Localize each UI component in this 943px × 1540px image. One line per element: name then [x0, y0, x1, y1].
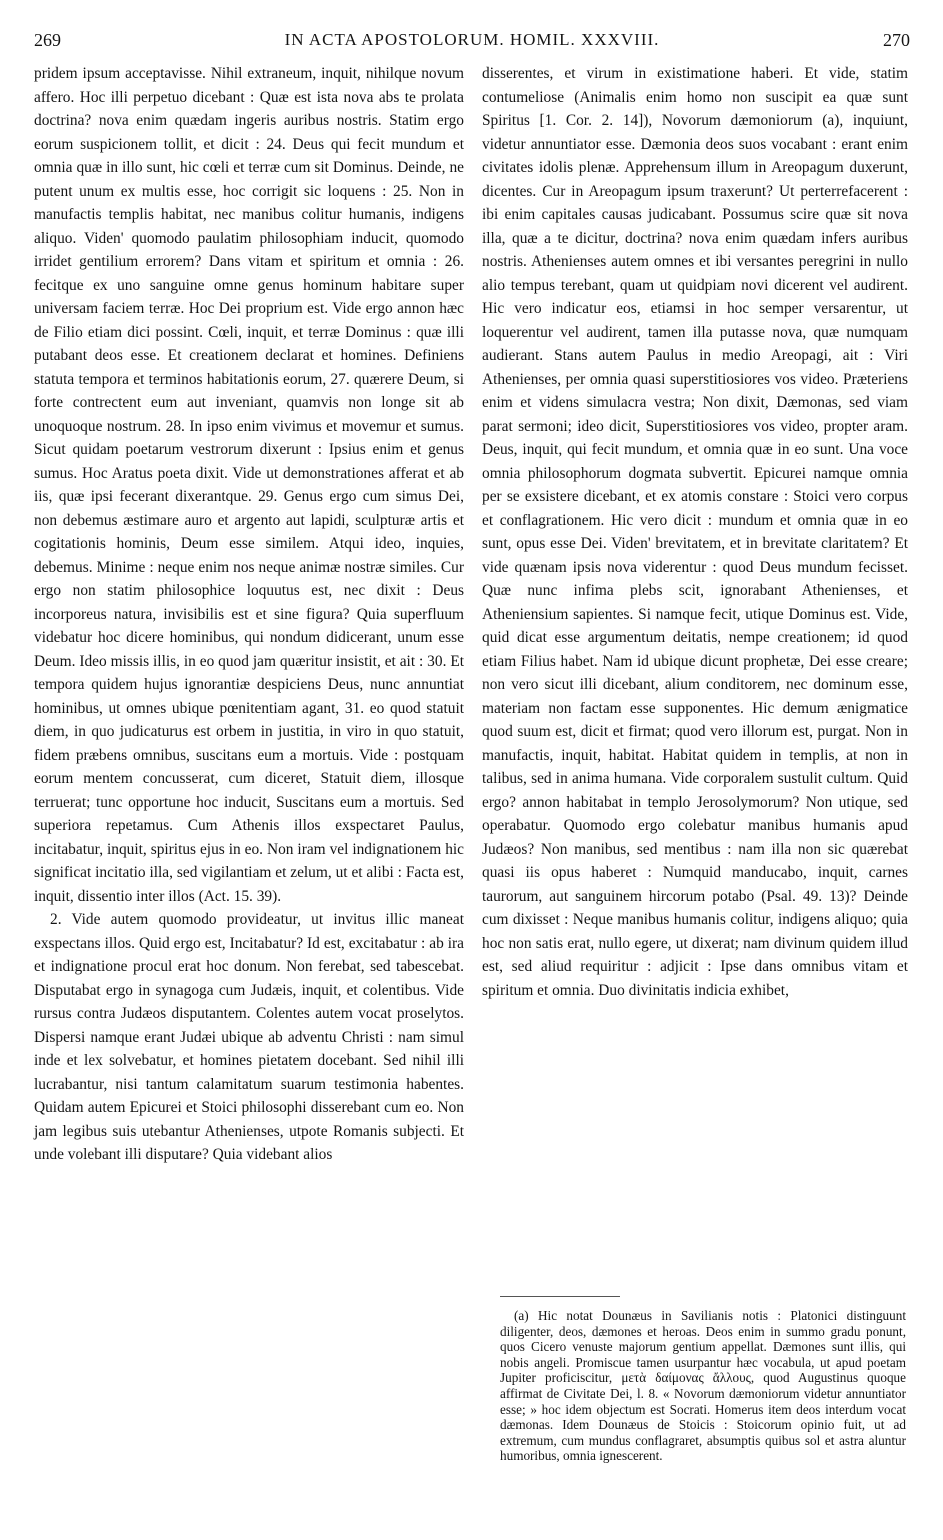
page-number-left: 269	[34, 30, 61, 50]
running-title: IN ACTA APOSTOLORUM. HOMIL. XXXVIII.	[284, 30, 660, 49]
right-column	[482, 62, 908, 1002]
right-paragraph-1: disserentes, et virum in existimatione haberi. Et vide, statim contumeliose (Animalis enim homo non suscipit ea quæ sunt Spiritus [1. Cor. 2. 14]), Novorum dæmoniorum (a), inquiunt, videtur annuntiator esse. Dæmonia deos suos vocabant : erant enim civitates idolis plenæ. Apprehensum illum in Areopagum duxerunt, dicentes. Cur in Areopagum ipsum traxerunt? Ut perterrefacerent : ibi enim capitales causas judicabant. Possumus scire quæ sit nova illa, quæ a te dicitur, doctrina? nova enim quædam infers auribus nostris. Athenienses autem omnes et ibi versantes peregrini in nullo alio tempus terebant, quam ut quidpiam novi dicerent vel audirent. Hic vero indicatur eos, etiamsi in hoc semper versarentur, ut loquerentur vel audirent, tamen illa putasse nova, quæ numquam audierant. Stans autem Paulus in medio Areopagi, ait : Viri Athenienses, per omnia quasi superstitiosiores vos video. Præteriens enim et videns simulacra vestra; Non dixit, Dæmonas, sed viam parat sermoni; ideo dicit, Superstitiosiores vos video, propter aram. Deus, inquit, qui fecit mundum, et omnia quæ in eo sunt. Una voce omnia philosophorum dogmata subvertit. Epicurei namque omnia per se exsistere dicebant, et ex atomis constare : Stoici vero corpus et conflagrationem. Hic vero dicit : mundum et omnia quæ in eo sunt, opus esse Dei. Viden' brevitatem, et in brevitate claritatem? Et vide quænam ipsis nova viderentur : quod Deus mundum fecisset. Quæ nunc infima plebs scit, ignorabant Athenienses, et Atheniensium sapientes. Si namque fecit, utique Dominus est. Vide, quid dicat esse argumentum deitatis, nempe creationem; id quod etiam Filius habet. Nam id ubique dicunt prophetæ, Dei esse creare; non vero sicut illi dicebant, alium conditorem, nec dominum esse, materiam non factam esse supponentes. Hic demum ænigmatice quod suum est, dicit et firmat; quod vero illorum est, purgat. Non in manufactis, inquit, habitat. Habitat quidem in templis, at non in talibus, sed in anima humana. Vide corporalem sustulit cultum. Quid ergo? annon habitabat in templo Jerosolymorum? Non utique, sed operabatur. Quomodo ergo colebatur manibus humanis apud Judæos? Non manibus, sed mentibus : nam illa non sic quærebat quasi iis opus haberet : Numquid manducabo, inquit, carnes taurorum, aut sanguinem hircorum potabo (Psal. 49. 13)? Deinde cum dixisset : Neque manibus humanis colitur, indigens aliquo; quia hoc non satis erat, nullo egere, ut dixerat; nam divinum quidem illud est, sed aliud requiritur : adjicit : Ipse dans omnibus vitam et spiritum et omnia. Duo divinitatis indicia exhibet,	[482, 65, 908, 999]
left-paragraph-2: 2. Vide autem quomodo provideatur, ut invitus illic maneat exspectans illos. Quid ergo est, Incitabatur? Id est, excitabatur : ab ira et indignatione procul erat hoc donum. Non ferebat, sed tabescebat. Disputabat ergo in synagoga cum Judæis, inquit, et colentibus. Vide rursus contra Judæos disputantem. Colentes autem vocat proselytos. Dispersi namque erant Judæi ubique ab adventu Christi : nam simul inde et lex solvebatur, et homines pietatem docebant. Sed nihil illi lucrabantur, nisi tantum calamitatum suarum testimonia habentes. Quidam autem Epicurei et Stoici philosophi disserebant cum eo. Non jam legibus suis utebantur Athenienses, utpote Romanis subjecti. Et unde volebant illi disputare? Quia videbant alios	[34, 911, 464, 1163]
page-number-right: 270	[883, 30, 910, 50]
left-column	[34, 62, 464, 1167]
footnote	[500, 1308, 906, 1464]
footnote-text: (a) Hic notat Dounæus in Savilianis notis : Platonici distinguunt diligenter, deos, dæmones et heroas. Deos enim in summo gradu ponunt, quos Cicero venuste majorum gentium appellat. Dæmones sunt illis, qui nobis angeli. Promiscue tamen usurpantur hæc vocabula, ut apud poetam Jupiter proficiscitur, μετὰ δαίμονας ἄλλους, quod Augustinus quoque affirmat de Civitate Dei, l. 8. « Novorum dæmoniorum videtur annuntiator esse; » hoc idem objectum est Socrati. Homerus item deos interdum vocat dæmonas. Idem Dounæus de Stoicis : Stoicorum opinio fuit, ut ad extremum, cum mundus conflagraret, absumptis quibus sol et astra aluntur humoribus, omnia ignescerent.	[500, 1308, 906, 1464]
left-paragraph-1: pridem ipsum acceptavisse. Nihil extraneum, inquit, nihilque novum affero. Hoc illi perpetuo dicebant : Quæ est ista nova abs te prolata doctrina? nova enim quædam ingeris auribus nostris. Statim ergo eorum suspicionem tollit, et dicit : 24. Deus qui fecit mundum et omnia quæ in illo sunt, hic cœli et terræ cum sit Dominus. Deinde, ne putent unum ex multis esse, hoc corrigit sic loquens : 25. Non in manufactis templis habitat, nec manibus colitur humanis, indigens aliquo. Viden' quomodo paulatim philosophiam inducit, quomodo irridet gentilium errorem? Dans vitam et spiritum et omnia : 26. fecitque ex uno sanguine omne genus hominum habitare super universam faciem terræ. Hoc Dei proprium est. Vide ergo annon hæc de Filio etiam dici possint. Cœli, inquit, et terræ Dominus : quæ illi putabant deos esse. Et creationem declarat et homines. Definiens statuta tempora et terminos habitationis eorum, 27. quærere Deum, si forte contrectent eum aut inveniant, quamvis non longe sit ab unoquoque nostrum. 28. In ipso enim vivimus et movemur et sumus. Sicut quidam poetarum vestrorum dixerunt : Ipsius enim et genus sumus. Hoc Aratus poeta dixit. Vide ut demonstrationes afferat et ab iis, quæ ipsi fecerant dixerantque. 29. Genus ergo cum simus Dei, non debemus æstimare auro et argento aut lapidi, sculpturæ artis et cogitationis hominis, Deum esse similem. Atqui ideo, inquies, debemus. Minime : neque enim nos neque animæ nostræ similes. Cur ergo non statim philosophice loquutus est, nec dixit : Deus incorporeus natura, invisibilis est et sine figura? Quia superfluum videbatur hoc dicere hominibus, qui nondum didicerant, unum esse Deum. Ideo missis illis, in eo quod jam quæritur insistit, et ait : 30. Et tempora quidem hujus ignorantiæ despiciens Deus, nunc annuntiat hominibus, ut omnes ubique pœnitentiam agant, 31. eo quod statuit diem, in quo judicaturus est orbem in justitia, in viro in quo statuit, fidem præbens omnibus, suscitans eum a mortuis. Vide : postquam eorum mentem concusserat, cum diceret, Statuit diem, illosque terruerat; tunc opportune hoc inducit, Suscitans eum a mortuis. Sed superiora repetamus. Cum Athenis illos exspectaret Paulus, incitabatur, inquit, spiritus ejus in eo. Non iram vel indignationem hic significat incitatio illa, sed vigilantiam et zelum, ut et alibi : Facta est, inquit, dissentio inter illos (Act. 15. 39).	[34, 65, 464, 905]
running-header	[34, 30, 910, 52]
footnote-rule	[500, 1296, 620, 1297]
